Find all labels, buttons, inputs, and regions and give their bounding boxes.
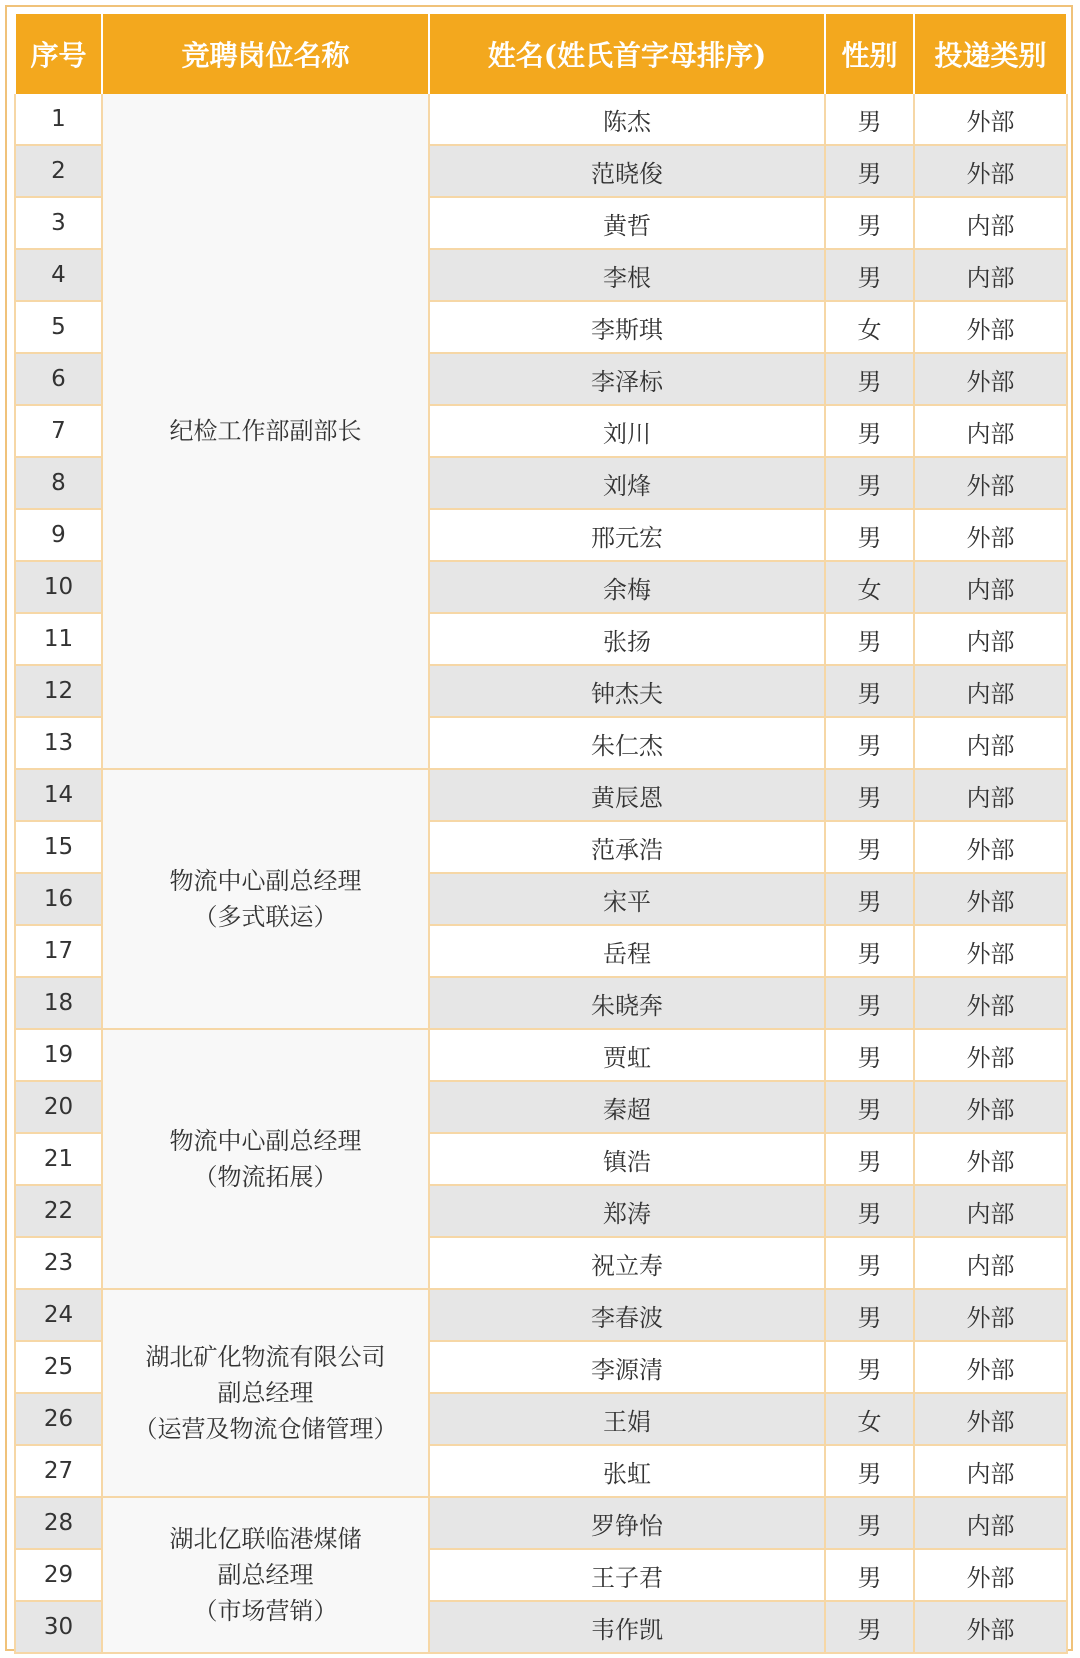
cell-sex: 男 bbox=[825, 509, 914, 561]
cell-seq: 10 bbox=[15, 561, 102, 613]
cell-name: 范晓俊 bbox=[429, 145, 825, 197]
cell-seq: 11 bbox=[15, 613, 102, 665]
cell-type: 外部 bbox=[914, 977, 1067, 1029]
cell-sex: 男 bbox=[825, 1081, 914, 1133]
position-line: 副总经理 bbox=[217, 1379, 314, 1407]
cell-position bbox=[102, 94, 429, 769]
cell-name: 李源清 bbox=[429, 1341, 825, 1393]
cell-seq: 22 bbox=[15, 1185, 102, 1237]
cell-seq: 13 bbox=[15, 717, 102, 769]
cell-type: 内部 bbox=[914, 665, 1067, 717]
cell-seq: 20 bbox=[15, 1081, 102, 1133]
cell-name: 张扬 bbox=[429, 613, 825, 665]
cell-seq: 9 bbox=[15, 509, 102, 561]
cell-type: 外部 bbox=[914, 94, 1067, 145]
position-line: （多式联运） bbox=[193, 903, 338, 931]
cell-type: 外部 bbox=[914, 353, 1067, 405]
table-body bbox=[15, 94, 1067, 1653]
cell-type: 外部 bbox=[914, 1341, 1067, 1393]
cell-name: 黄辰恩 bbox=[429, 769, 825, 821]
cell-seq: 30 bbox=[15, 1601, 102, 1653]
header-type: 投递类别 bbox=[914, 14, 1067, 94]
cell-type: 内部 bbox=[914, 1237, 1067, 1289]
header-sex: 性别 bbox=[825, 14, 914, 94]
table-row bbox=[15, 1289, 1067, 1341]
cell-seq: 25 bbox=[15, 1341, 102, 1393]
cell-type: 外部 bbox=[914, 873, 1067, 925]
cell-sex: 男 bbox=[825, 1445, 914, 1497]
cell-sex: 男 bbox=[825, 94, 914, 145]
cell-sex: 男 bbox=[825, 977, 914, 1029]
position-line: （运营及物流仓储管理） bbox=[133, 1415, 398, 1443]
cell-type: 外部 bbox=[914, 457, 1067, 509]
position-line: 副总经理 bbox=[217, 1561, 314, 1589]
cell-sex: 男 bbox=[825, 1289, 914, 1341]
header-row bbox=[15, 14, 1067, 94]
header-seq: 序号 bbox=[15, 14, 102, 94]
cell-seq: 27 bbox=[15, 1445, 102, 1497]
cell-seq: 7 bbox=[15, 405, 102, 457]
cell-sex: 男 bbox=[825, 717, 914, 769]
cell-name: 李泽标 bbox=[429, 353, 825, 405]
cell-name: 郑涛 bbox=[429, 1185, 825, 1237]
cell-type: 内部 bbox=[914, 1445, 1067, 1497]
cell-name: 朱晓奔 bbox=[429, 977, 825, 1029]
cell-type: 外部 bbox=[914, 301, 1067, 353]
cell-name: 王娟 bbox=[429, 1393, 825, 1445]
table-row bbox=[15, 1029, 1067, 1081]
cell-name: 李斯琪 bbox=[429, 301, 825, 353]
cell-sex: 男 bbox=[825, 1497, 914, 1549]
table-row bbox=[15, 1497, 1067, 1549]
cell-seq: 19 bbox=[15, 1029, 102, 1081]
cell-position bbox=[102, 769, 429, 1029]
cell-name: 镇浩 bbox=[429, 1133, 825, 1185]
position-line: 湖北矿化物流有限公司 bbox=[145, 1343, 386, 1371]
cell-type: 外部 bbox=[914, 925, 1067, 977]
cell-type: 外部 bbox=[914, 1549, 1067, 1601]
candidate-table bbox=[14, 14, 1068, 1654]
table-row bbox=[15, 769, 1067, 821]
position-line: 物流中心副总经理 bbox=[169, 1127, 362, 1155]
cell-seq: 3 bbox=[15, 197, 102, 249]
cell-name: 贾虹 bbox=[429, 1029, 825, 1081]
cell-seq: 4 bbox=[15, 249, 102, 301]
cell-seq: 6 bbox=[15, 353, 102, 405]
cell-name: 余梅 bbox=[429, 561, 825, 613]
position-line: 纪检工作部副部长 bbox=[169, 417, 362, 445]
cell-name: 邢元宏 bbox=[429, 509, 825, 561]
cell-name: 朱仁杰 bbox=[429, 717, 825, 769]
cell-type: 外部 bbox=[914, 145, 1067, 197]
cell-seq: 26 bbox=[15, 1393, 102, 1445]
cell-seq: 2 bbox=[15, 145, 102, 197]
cell-seq: 1 bbox=[15, 94, 102, 145]
cell-seq: 29 bbox=[15, 1549, 102, 1601]
cell-sex: 男 bbox=[825, 1029, 914, 1081]
cell-sex: 男 bbox=[825, 925, 914, 977]
cell-type: 外部 bbox=[914, 1133, 1067, 1185]
header-name: 姓名(姓氏首字母排序) bbox=[429, 14, 825, 94]
cell-position bbox=[102, 1289, 429, 1497]
cell-type: 内部 bbox=[914, 1497, 1067, 1549]
cell-sex: 男 bbox=[825, 249, 914, 301]
cell-name: 范承浩 bbox=[429, 821, 825, 873]
cell-sex: 男 bbox=[825, 769, 914, 821]
cell-seq: 14 bbox=[15, 769, 102, 821]
cell-sex: 女 bbox=[825, 301, 914, 353]
cell-seq: 16 bbox=[15, 873, 102, 925]
cell-seq: 24 bbox=[15, 1289, 102, 1341]
cell-type: 内部 bbox=[914, 561, 1067, 613]
cell-seq: 21 bbox=[15, 1133, 102, 1185]
cell-sex: 女 bbox=[825, 561, 914, 613]
cell-name: 罗铮怡 bbox=[429, 1497, 825, 1549]
position-line: （市场营销） bbox=[193, 1597, 338, 1625]
cell-type: 外部 bbox=[914, 1601, 1067, 1653]
cell-sex: 男 bbox=[825, 873, 914, 925]
cell-seq: 15 bbox=[15, 821, 102, 873]
cell-type: 内部 bbox=[914, 717, 1067, 769]
cell-seq: 23 bbox=[15, 1237, 102, 1289]
cell-type: 内部 bbox=[914, 769, 1067, 821]
cell-sex: 男 bbox=[825, 457, 914, 509]
cell-type: 外部 bbox=[914, 1289, 1067, 1341]
cell-type: 内部 bbox=[914, 405, 1067, 457]
cell-name: 岳程 bbox=[429, 925, 825, 977]
cell-type: 外部 bbox=[914, 1029, 1067, 1081]
cell-name: 李根 bbox=[429, 249, 825, 301]
cell-sex: 男 bbox=[825, 405, 914, 457]
cell-seq: 8 bbox=[15, 457, 102, 509]
cell-name: 刘川 bbox=[429, 405, 825, 457]
cell-name: 张虹 bbox=[429, 1445, 825, 1497]
cell-type: 外部 bbox=[914, 509, 1067, 561]
position-line: （物流拓展） bbox=[193, 1163, 338, 1191]
cell-name: 祝立寿 bbox=[429, 1237, 825, 1289]
position-line: 物流中心副总经理 bbox=[169, 867, 362, 895]
cell-position bbox=[102, 1497, 429, 1653]
cell-type: 外部 bbox=[914, 821, 1067, 873]
cell-sex: 男 bbox=[825, 1237, 914, 1289]
cell-type: 外部 bbox=[914, 1081, 1067, 1133]
cell-type: 内部 bbox=[914, 1185, 1067, 1237]
cell-seq: 18 bbox=[15, 977, 102, 1029]
cell-seq: 17 bbox=[15, 925, 102, 977]
cell-name: 刘烽 bbox=[429, 457, 825, 509]
cell-sex: 男 bbox=[825, 353, 914, 405]
cell-sex: 男 bbox=[825, 821, 914, 873]
cell-name: 钟杰夫 bbox=[429, 665, 825, 717]
cell-sex: 男 bbox=[825, 197, 914, 249]
cell-seq: 12 bbox=[15, 665, 102, 717]
position-line: 湖北亿联临港煤储 bbox=[169, 1525, 362, 1553]
cell-sex: 女 bbox=[825, 1393, 914, 1445]
cell-name: 秦超 bbox=[429, 1081, 825, 1133]
cell-sex: 男 bbox=[825, 145, 914, 197]
header-position: 竞聘岗位名称 bbox=[102, 14, 429, 94]
table-row bbox=[15, 94, 1067, 145]
cell-type: 内部 bbox=[914, 249, 1067, 301]
cell-seq: 28 bbox=[15, 1497, 102, 1549]
cell-sex: 男 bbox=[825, 1549, 914, 1601]
cell-name: 李春波 bbox=[429, 1289, 825, 1341]
cell-sex: 男 bbox=[825, 1185, 914, 1237]
cell-name: 王子君 bbox=[429, 1549, 825, 1601]
cell-name: 陈杰 bbox=[429, 94, 825, 145]
cell-sex: 男 bbox=[825, 665, 914, 717]
cell-sex: 男 bbox=[825, 1133, 914, 1185]
cell-name: 宋平 bbox=[429, 873, 825, 925]
cell-sex: 男 bbox=[825, 1601, 914, 1653]
cell-sex: 男 bbox=[825, 613, 914, 665]
cell-name: 韦作凯 bbox=[429, 1601, 825, 1653]
cell-type: 内部 bbox=[914, 613, 1067, 665]
cell-position bbox=[102, 1029, 429, 1289]
cell-name: 黄哲 bbox=[429, 197, 825, 249]
cell-type: 内部 bbox=[914, 197, 1067, 249]
cell-type: 外部 bbox=[914, 1393, 1067, 1445]
cell-sex: 男 bbox=[825, 1341, 914, 1393]
cell-seq: 5 bbox=[15, 301, 102, 353]
